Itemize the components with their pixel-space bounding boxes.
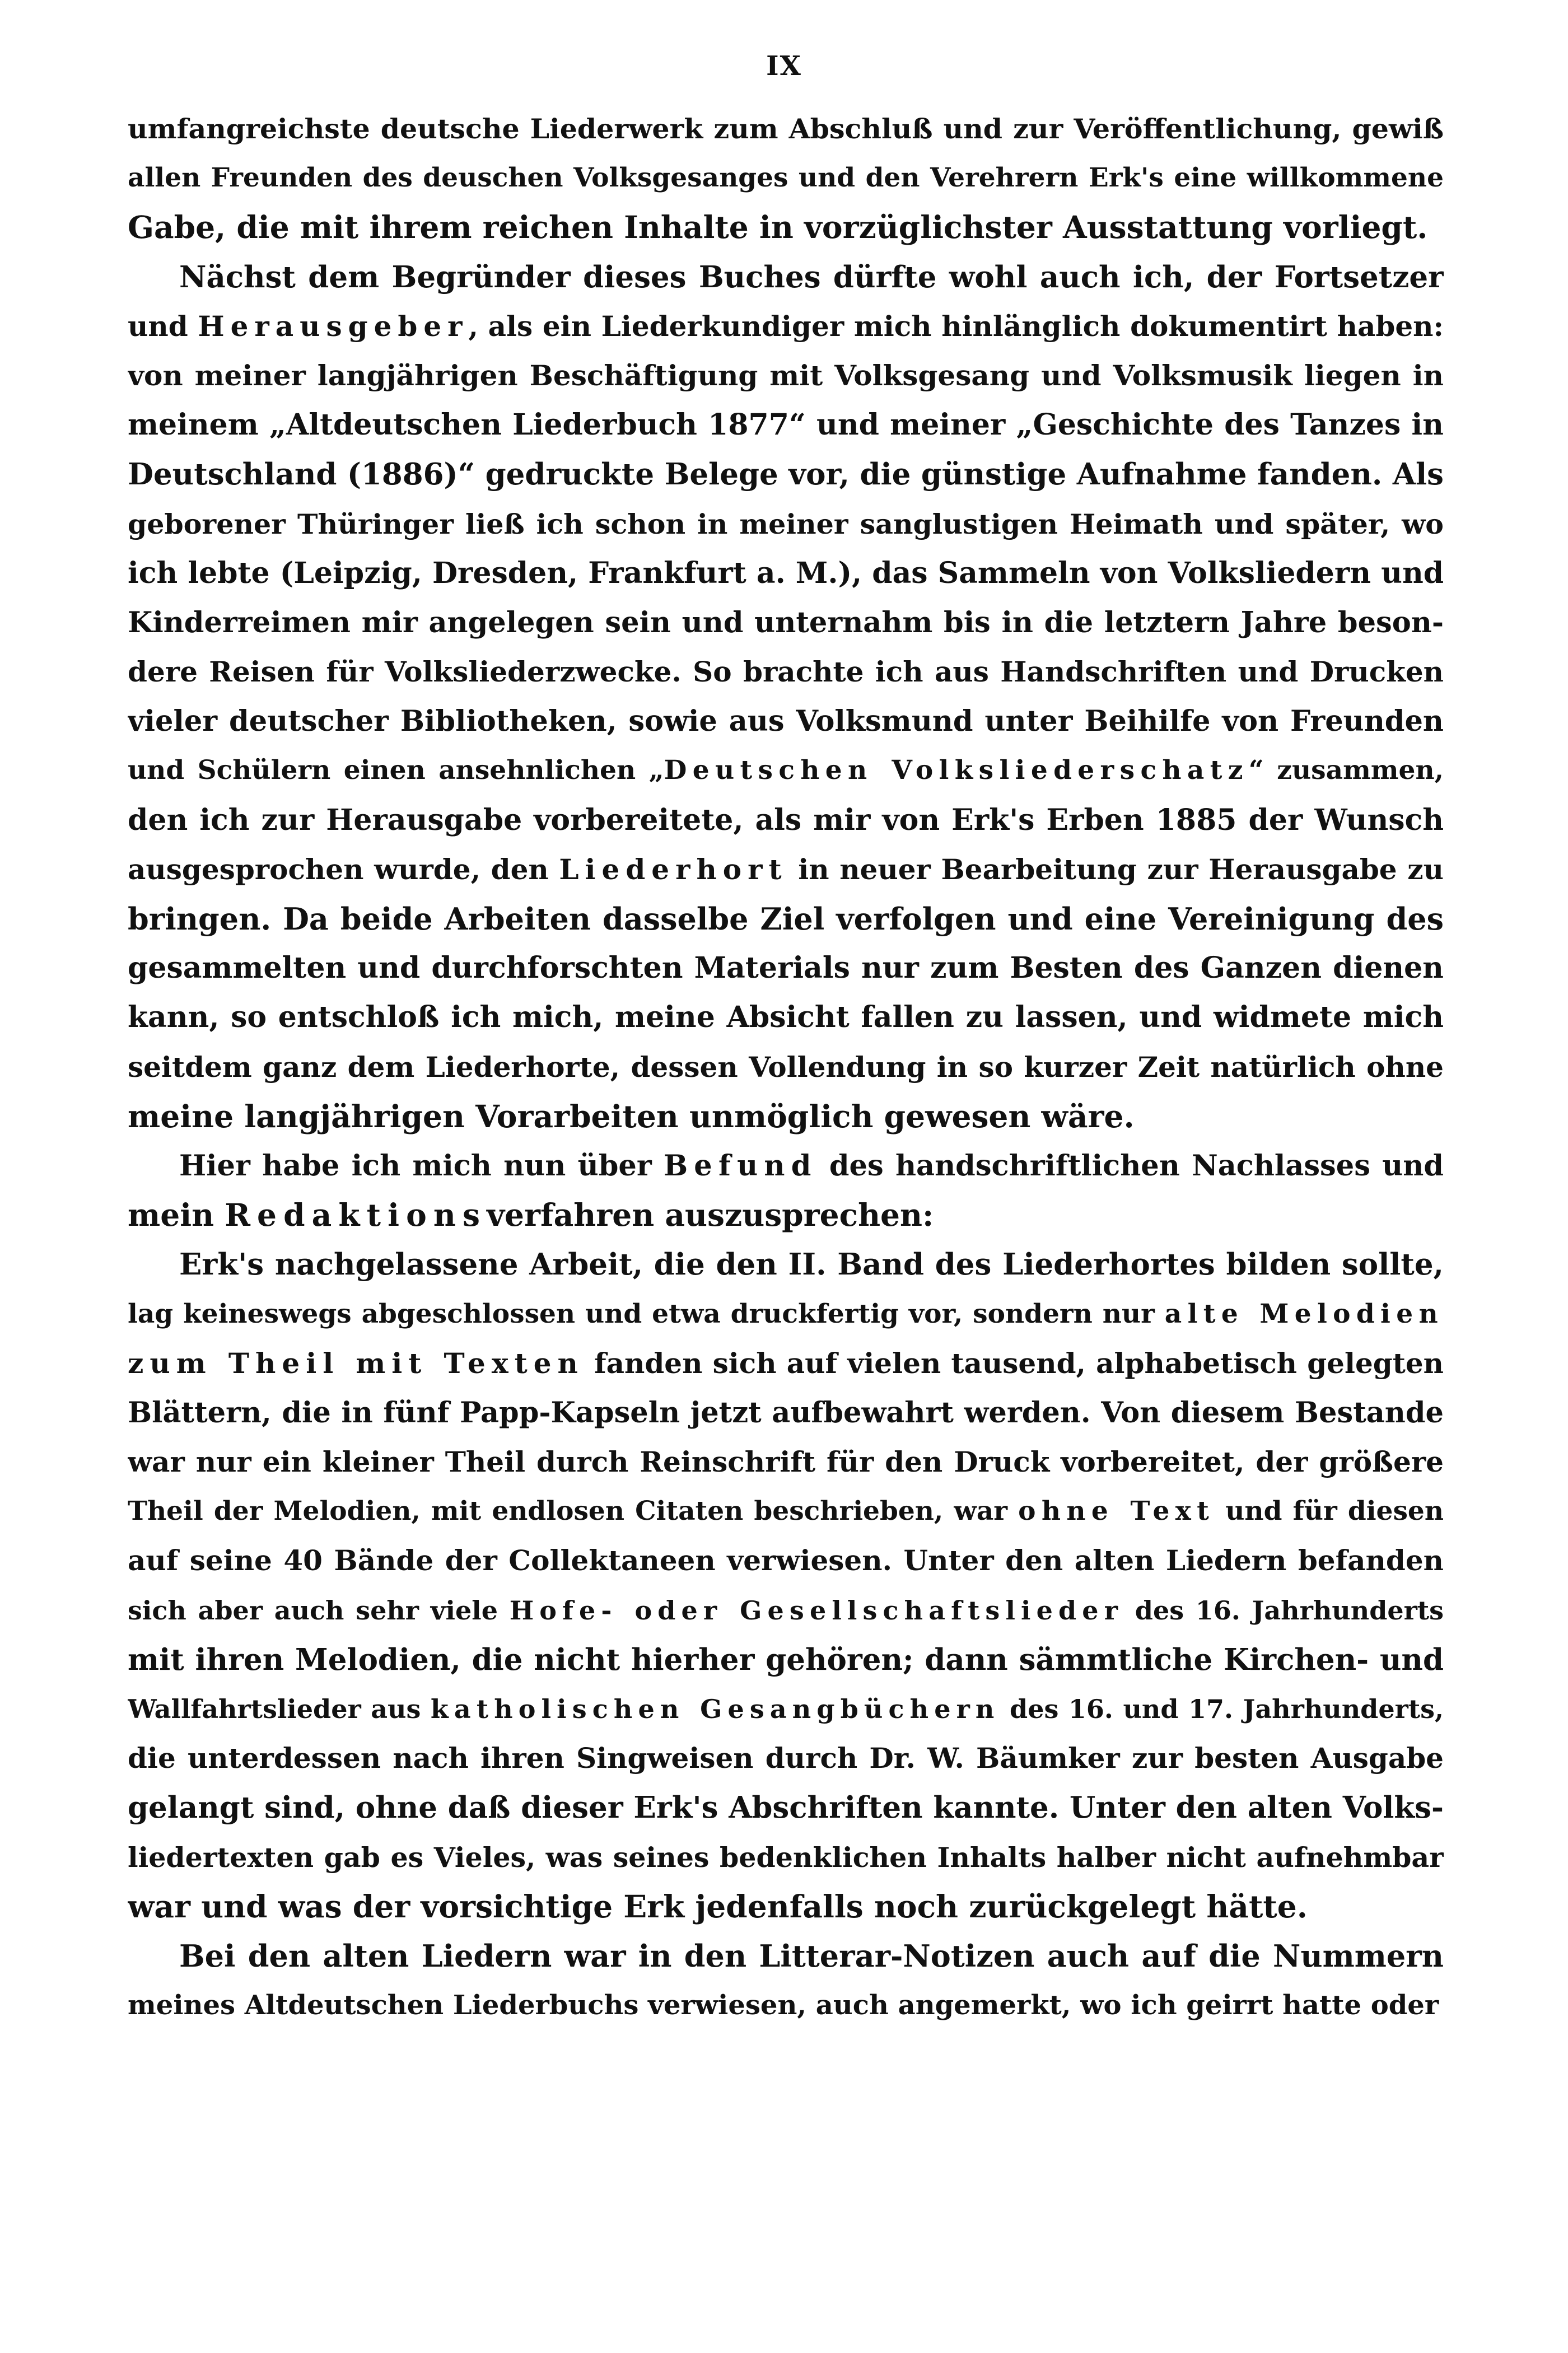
text-line: Gabe, die mit ihrem reichen Inhalte in vorzüglichster Ausstattung vorliegt. <box>128 209 1428 246</box>
text-line: auf seine 40 Bände der Collektaneen verwiesen. Unter den alten Liedern befanden <box>128 1544 1444 1577</box>
text-line: seitdem ganz dem Liederhorte, dessen Vollendung in so kurzer Zeit natürlich ohne <box>128 1050 1444 1084</box>
text-line <box>128 746 1444 795</box>
spaced-emphasis: alte Melodien <box>1164 1298 1444 1329</box>
spaced-emphasis: Herausgeber <box>198 309 469 343</box>
text-line: den ich zur Herausgabe vorbereitete, als mir von Erk's Erben 1885 der Wunsch <box>128 802 1444 837</box>
text-run: des 16. Jahrhunderts <box>1123 1595 1444 1626</box>
text-line: ich lebte (Leipzig, Dresden, Frankfurt a. M.), das Sammeln von Volksliedern und <box>128 555 1444 590</box>
text-line: von meiner langjährigen Beschäftigung mit Volksgesang und Volksmusik liegen in <box>128 358 1444 392</box>
text-run: des 16. und 17. Jahrhunderts, <box>1000 1694 1444 1724</box>
text-run: in neuer Bearbeitung zur Herausgabe zu <box>787 852 1444 886</box>
text-line: gelangt sind, ohne daß dieser Erk's Abschriften kannte. Unter den alten Volks- <box>128 1790 1444 1826</box>
spaced-emphasis: ohne Text <box>1018 1496 1215 1527</box>
text-line: war und was der vorsichtige Erk jedenfalls noch zurückgelegt hätte. <box>128 1888 1308 1925</box>
text-run: Hier habe ich mich nun über <box>179 1149 664 1183</box>
text-line <box>128 1290 1444 1339</box>
text-line: Erk's nachgelassene Arbeit, die den II. Band des Liederhortes bilden sollte, <box>179 1247 1444 1282</box>
spaced-emphasis: zum Theil mit Texten <box>128 1346 584 1380</box>
text-line <box>128 1487 1444 1536</box>
text-run: , als ein Liederkundiger mich hinlänglich dokumentirt haben: <box>468 309 1444 343</box>
text-run: und für diesen <box>1215 1496 1444 1527</box>
text-line: geborener Thüringer ließ ich schon in meiner sanglustigen Heimath und später, wo <box>128 507 1444 540</box>
spaced-emphasis: katholischen Gesangbüchern <box>430 1694 1000 1724</box>
text-line: mit ihren Melodien, die nicht hierher gehören; dann sämmtliche Kirchen- und <box>128 1642 1444 1677</box>
text-line: Nächst dem Begründer dieses Buches dürfte wohl auch ich, der Fortsetzer <box>179 259 1444 295</box>
spaced-emphasis: Deutschen Volksliederschatz <box>664 755 1249 786</box>
spaced-emphasis: Redaktions <box>225 1197 487 1234</box>
text-line: kann, so entschloß ich mich, meine Absicht fallen zu lassen, und widmete mich <box>128 1000 1444 1035</box>
text-run: und <box>128 309 198 343</box>
text-line <box>128 845 1444 894</box>
text-line: bringen. Da beide Arbeiten dasselbe Ziel verfolgen und eine Vereinigung des <box>128 901 1444 937</box>
text-line: allen Freunden des deuschen Volksgesanges und den Verehrern Erk's eine willkommene <box>128 162 1444 194</box>
text-line: dere Reisen für Volksliederzwecke. So brachte ich aus Handschriften und Drucken <box>128 655 1444 689</box>
text-line <box>128 1190 1444 1240</box>
text-run: Wallfahrtslieder aus <box>128 1694 431 1724</box>
text-run: “ zusammen, <box>1248 755 1444 786</box>
text-line <box>128 1586 1444 1635</box>
text-line: umfangreichste deutsche Liederwerk zum Abschluß und zur Veröffentlichung, gewiß <box>128 113 1444 145</box>
text-line: Blättern, die in fünf Papp-Kapseln jetzt aufbewahrt werden. Von diesem Bestande <box>128 1395 1444 1430</box>
text-line: Bei den alten Liedern war in den Litterar-Notizen auch auf die Nummern <box>179 1938 1444 1974</box>
text-line: war nur ein kleiner Theil durch Reinschrift für den Druck vorbereitet, der größere <box>128 1445 1444 1479</box>
text-line: vieler deutscher Bibliotheken, sowie aus Volksmund unter Beihilfe von Freunden <box>128 704 1444 739</box>
text-line: Deutschland (1886)“ gedruckte Belege vor, die günstige Aufnahme fanden. Als <box>128 457 1444 492</box>
text-run: Theil der Melodien, mit endlosen Citaten beschrieben, war <box>128 1496 1019 1527</box>
body-text <box>128 104 1444 2030</box>
text-run: ausgesprochen wurde, den <box>128 852 559 886</box>
spaced-emphasis: Liederhort <box>559 852 788 886</box>
spaced-emphasis: Hofe- oder Gesellschaftslieder <box>509 1595 1124 1626</box>
text-run: lag keineswegs abgeschlossen und etwa druckfertig vor, sondern nur <box>128 1298 1165 1329</box>
text-line: meinem „Altdeutschen Liederbuch 1877“ und meiner „Geschichte des Tanzes in <box>128 408 1444 442</box>
text-run: und Schülern einen ansehnlichen „ <box>128 755 664 786</box>
text-line <box>128 1684 1444 1734</box>
text-line: liedertexten gab es Vieles, was seines bedenklichen Inhalts halber nicht aufnehmbar <box>128 1841 1444 1874</box>
text-line: meine langjährigen Vorarbeiten unmöglich gewesen wäre. <box>128 1098 1135 1135</box>
text-line: Kinderreimen mir angelegen sein und unternahm bis in die letztern Jahre beson- <box>128 605 1444 639</box>
page-number: IX <box>766 50 802 82</box>
text-run: fanden sich auf vielen tausend, alphabetisch gelegten <box>584 1346 1444 1380</box>
text-run: mein <box>128 1197 225 1234</box>
text-line: gesammelten und durchforschten Materials nur zum Besten des Ganzen dienen <box>128 951 1444 986</box>
text-line: die unterdessen nach ihren Singweisen durch Dr. W. Bäumker zur besten Ausgabe <box>128 1742 1444 1775</box>
text-line <box>128 1339 1444 1388</box>
text-run: sich aber auch sehr viele <box>128 1595 510 1626</box>
spaced-emphasis: Befund <box>663 1149 818 1183</box>
text-run: des handschriftlichen Nachlasses und <box>817 1149 1444 1183</box>
text-line <box>128 302 1444 351</box>
text-line <box>128 1141 1444 1190</box>
text-run: verfahren auszusprechen: <box>487 1197 934 1234</box>
text-line: meines Altdeutschen Liederbuchs verwiesen, auch angemerkt, wo ich geirrt hatte oder <box>128 1990 1439 2021</box>
